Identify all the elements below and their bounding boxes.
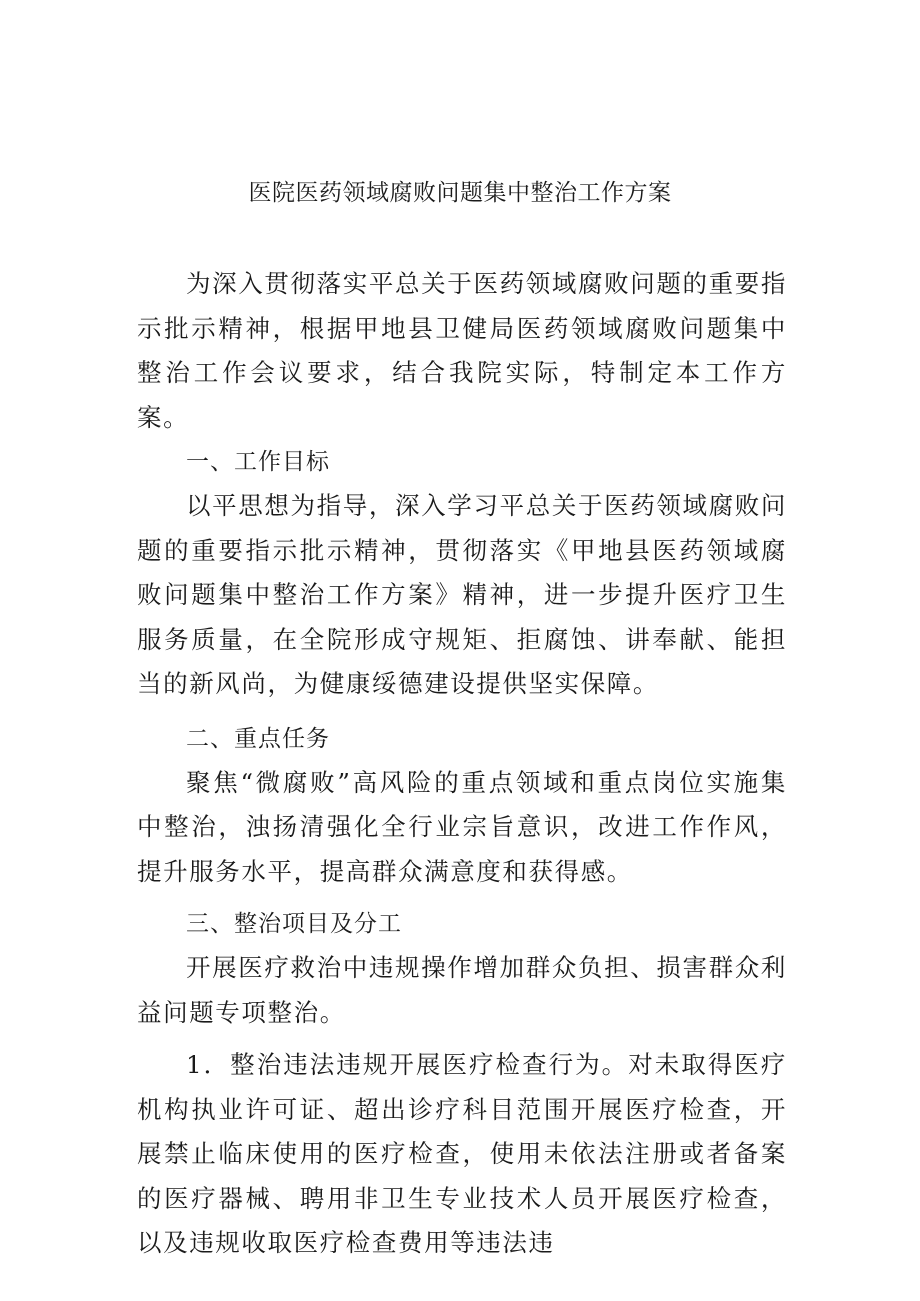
- section-paragraph-key-tasks: 聚焦“微腐败”高风险的重点领域和重点岗位实施集中整治，浊扬清强化全行业宗旨意识，改进工作作风，提升服务水平，提高群众满意度和获得感。: [137, 767, 787, 886]
- section-heading-projects: 三、整治项目及分工: [186, 911, 402, 937]
- intro-paragraph: 为深入贯彻落实平总关于医药领域腐败问题的重要指示批示精神，根据甲地县卫健局医药领域腐败问题集中整治工作会议要求，结合我院实际，特制定本工作方案。: [137, 269, 787, 432]
- section-heading-key-tasks: 二、重点任务: [186, 725, 330, 752]
- section-paragraph-goals: 以平思想为指导，深入学习平总关于医药领域腐败问题的重要指示批示精神，贯彻落实《甲地县医药领域腐败问题集中整治工作方案》精神，进一步提升医疗卫生服务质量，在全院形成守规矩、拒腐蚀、讲奉献、能担当的新风尚，为健康绥德建设提供坚实保障。: [137, 491, 787, 698]
- section-paragraph-projects-intro: 开展医疗救治中违规操作增加群众负担、损害群众利益问题专项整治。: [137, 953, 787, 1027]
- document-body: [137, 262, 787, 1266]
- document-title: 医院医药领域腐败问题集中整治工作方案: [248, 180, 672, 206]
- section-heading-goals: 一、工作目标: [186, 449, 330, 475]
- section-paragraph-projects-item-1: 1．整治违法违规开展医疗检查行为。对未取得医疗机构执业许可证、超出诊疗科目范围开展医疗检查，开展禁止临床使用的医疗检查，使用未依法注册或者备案的医疗器械、聘用非卫生专业技术人员开展医疗检查，以及违规收取医疗检查费用等违法违: [137, 1050, 787, 1257]
